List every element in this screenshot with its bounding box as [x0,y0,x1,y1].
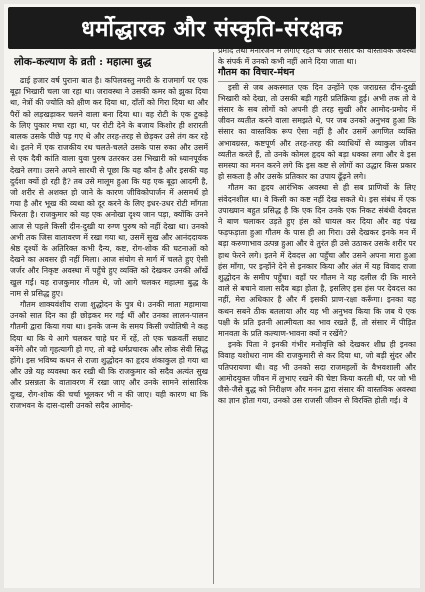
article-paragraph: ढाई हजार वर्ष पुराना बात है। कपिलवस्तु नगरी के राजमार्ग पर एक बूढ़ा भिखारी चला जा रहा था। जरावस्था ने उसकी कमर को झुका दिया था, नेत्रों की ज्योति को क्षीण कर दिया था, दाँतों को गिरा दिया था और पैरों को लड़खड़ाकर चलने वाला बना दिया था। वह रोटी के एक टुकड़े के लिए पुकार मचा रहा था, पर रोटी देने के बजाय किशोर ही शरारती बालक उसके पीछे पड़ गए थे और तरह-तरह से छेड़कर उसे तंग कर रहे थे। इतने में एक राजकीय रथ चलते-चलते उसके पास रुका और उसमें से एक दैवी कांति वाला युवा पुरुष उतरकर उस भिखारी को ध्यानपूर्वक देखने लगा। उसने अपने सारथी से पूछा कि यह कौन है और इसकी यह दुर्दशा क्यों हो रही है? तब उसे मालूम हुआ कि यह एक बूढ़ा आदमी है, जो शरीर से अशक्त हो जाने के कारण जीविकोपार्जन में असमर्थ हो गया है और भूख की व्यथा को दूर करने के लिए इधर-उधर रोटी माँगता फिरता है। राजकुमार को यह एक अनोखा दृश्य जान पड़ा, क्योंकि उनने आज से पहले किसी दीन-दुखी या रुग्ण पुरुष को नहीं देखा था। उनको अभी तक जिस वातावरण में रखा गया था, उसमें सुख और आनंददायक श्रेष्ठ दृश्यों के अतिरिक्त कभी दैन्य, कष्ट, रोग-शोक की घटनाओं को देखने का अवसर ही नहीं मिला। आज संयोग से मार्ग में चलते हुए ऐसी जर्जर और निकृष्ट अवस्था में पहुँचे हुए व्यक्ति को देखकर उनकी आँखें खुल गईं। यह राजकुमार गौतम थे, जो आगे चलकर महात्मा बुद्ध के नाम से प्रसिद्ध हुए। [10,76,208,298]
column-divider [213,52,214,584]
article-paragraph: इसी से जब अकस्मात एक दिन उन्होंने एक जराग्रस्त दीन-दुखी भिखारी को देखा, तो उसकी बड़ी गहरी प्रतिक्रिया हुई। अभी तक तो वे संसार के सब लोगों को अपनी ही तरह सुखी और आमोद-प्रमोद में जीवन व्यतीत करने वाला समझते थे, पर जब उनको अनुभव हुआ कि संसार का वास्तविक रूप ऐसा नहीं है और उसमें अगणित व्यक्ति अभावग्रस्त, कष्टपूर्ण और तरह-तरह की व्याधियों से व्याकुल जीवन व्यतीत करते हैं, तो उनके कोमल हृदय को बड़ा धक्का लगा और वे इस समस्या का मनन करने लगे कि इस कष्ट से लोगों का उद्धार किस प्रकार हो सकता है और उसके प्रतिकार का उपाय ढूँढ़ने लगे। [218,82,416,182]
left-column [10,75,208,583]
right-column [218,45,416,585]
article-paragraph: गौतम का हृदय आरंभिक अवस्था से ही सब प्राणियों के लिए संवेदनशील था। वे किसी का कष्ट नहीं देख सकते थे। इस संबंध में एक उपाख्यान बहुत प्रसिद्ध है कि एक दिन उनके एक निकट संबंधी देवदत्त ने बाण चलाकर उड़ते हुए हंस को घायल कर दिया और वह पंख फड़फड़ाता हुआ गौतम के पास ही आ गिरा। उसे देखकर इनके मन में बड़ा करुणाभाव उत्पन्न हुआ और वे तुरंत ही उसे उठाकर उसके शरीर पर हाथ फेरने लगे। इतने में देवदत्त आ पहुँचा और उसने अपना मारा हुआ हंस माँगा, पर इन्होंने देने से इनकार किया और अंत में यह विवाद राजा शुद्धोदन के समीप पहुँचा। वहाँ पर गौतम ने यह दलील दी कि मारने वाले से बचाने वाला सदैव बड़ा होता है, इसलिए इस हंस पर देवदत्त का नहीं, मेरा अधिकार है और मैं इसकी प्राण-रक्षा करूँगा। इनका यह कथन सबने ठीक बतलाया और यह भी अनुभव किया कि जब ये एक पक्षी के प्रति इतनी आत्मीयता का भाव रखते हैं, तो संसार में पीड़ित मानवता के प्रति कल्याण-भावना क्यों न रखेंगे? [218,183,416,339]
article-subhead: लोक-कल्याण के व्रती : महात्मा बुद्ध [14,56,152,68]
section-heading: गौतम का विचार-मंथन [218,67,416,81]
article-paragraph: प्रमोद तथा मनोरंजन में लगाए रहते थे और संसार की वास्तविक अवस्था के संपर्क में उनको कभी नहीं आने दिया जाता था। [218,46,416,67]
article-paragraph: इनके पिता ने इनकी गंभीर मनोवृत्ति को देखकर शीघ्र ही इनका विवाह यशोधरा नाम की राजकुमारी से कर दिया था, जो बड़ी सुंदर और पतिपरायणा थी। वह भी उनको सदा राजमहलों के वैभवशाली और आमोदयुक्त जीवन में लुभाए रखने की चेष्टा किया करती थी, पर जो भी जैसे-जैसे बुद्ध को निरीक्षण और मनन द्वारा संसार की वास्तविक अवस्था का ज्ञान होता गया, उनको उस राजसी जीवन से विरक्ति होती गई। वे [218,340,416,406]
newspaper-page [4,4,420,588]
headline: धर्मोद्धारक और संस्कृति-संरक्षक [81,16,343,42]
headline-banner [8,7,416,49]
article-paragraph: गौतम शाक्यवंशीय राजा शुद्धोदन के पुत्र थे। उनकी माता महामाया उनको सात दिन का ही छोड़कर मर गई थीं और उनका लालन-पालन गौतमी द्वारा किया गया था। इनके जन्म के समय किसी ज्योतिषी ने कह दिया था कि ये आगे चलकर चाहे घर में रहें, तो एक चक्रवर्ती सम्राट बनेंगे और जो गृहत्यागी हो गए, तो बड़े धर्मप्रचारक और लोक सेवी सिद्ध होंगे। इस भविष्य कथन से राजा शुद्धोदन का हृदय शंकाकुल हो गया था और उन्ने यह व्यवस्था कर रखी थी कि राजकुमार को सदैव अत्यंत सुख और प्रसन्नता के वातावरण में रखा जाए और उनके सामने सांसारिक दुःख, रोग-शोक की चर्चा भूलकर भी न की जाए। यही कारण था कि राजभवन के दास-दासी उनको सदैव आमोद- [10,300,208,410]
